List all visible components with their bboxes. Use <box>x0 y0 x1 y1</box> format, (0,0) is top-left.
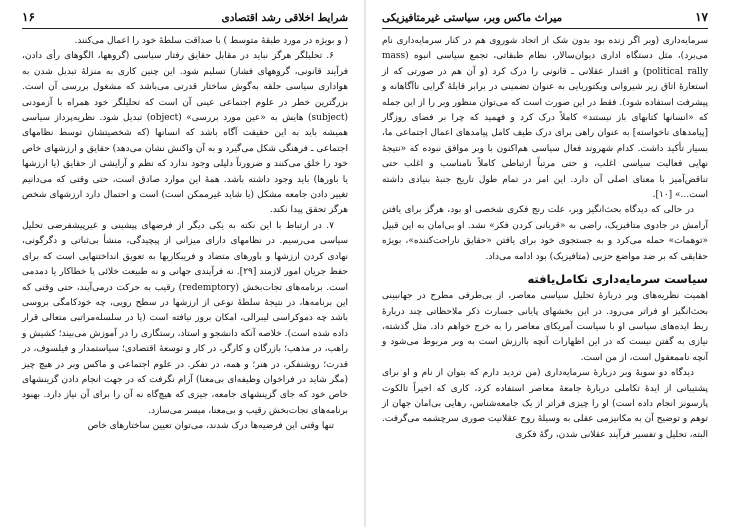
paragraph: ۷. در ارتباط با این نکته به یکی دیگر از فرضهای پیشینی و غیرپیشفرضی تحلیل سیاسی می‌رسیم. در نظامهای دارای میزانی از پیچیدگی، منشأ بی‌ثباتی و دگرگونی، نهادی کردن ارزشها و باورهای متضاد و فریبکاریها به تعویق انداختنهایی است که برای حفظ جریان امور لازمند [۲۹]. نه فرآیندی جهانی و نه طبیعت خلائی یا خطاکار یا دمدمی است. برنامه‌های تجات‌بخش (redemptory) رقیب به حرکت درمی‌آیند، حتی وقتی که این برنامه‌ها، در نتیجهٔ سلطهٔ نوعی از ارزشها در سطح رویی، چه خودکامگی بروسی باشد چه دموکراسی لیبرالی، امکان بروز نیافته است (یا در سلسله‌مراتبی متعالی قرار داده شده است). خلاصه آنکه دانشجو و استاد، رستگاری را در آموزش می‌بیند؛ کشیش و راهب، در مذهب؛ بازرگان و کارگر، در کار و توسعهٔ اقتصادی؛ سیاستمدار و فیلسوف، در قدرت؛ روشنفکر، در هنر؛ و همه، در تفکر. در علوم اجتماعی و ماکس وبر در هیچ چیز (مگر شاید در فراخوان وظیفه‌ای بی‌معنا) آرام نگرفت که در جهت انجام دادن گزینشهای خاص خود که جای گزینشهای جامعه، جیزی که هیچ‌گاه نه آن را برای آن نیاز دارد. بهبود برنامه‌های نجات‌بخش رقیب و بی‌معنا، میسر می‌سازد. <box>22 220 348 416</box>
left-page <box>0 0 362 527</box>
right-page-number: ۱۷ <box>695 10 708 24</box>
left-running-title: شرایط اخلاقی رشد اقتصادی <box>221 12 348 24</box>
paragraph: تنها وقتی این فرضیه‌ها درک شدند، می‌توان تعیین ساختارهای خاص <box>87 421 334 432</box>
paragraph: ( و بویژه در مورد طبقهٔ متوسط ) با صداقت سلطهٔ خود را اعمال می‌کنند. <box>74 36 348 46</box>
right-page-header <box>382 10 708 26</box>
left-page-number: ۱۶ <box>22 10 35 24</box>
right-page-body <box>382 34 708 443</box>
right-running-title: میراث ماکس وبر، سیاستی غیرمتافیزیکی <box>382 12 563 24</box>
paragraph: دیدگاه دو سویهٔ وبر دربارهٔ سرمایه‌داری (من تردید دارم که بتوان از نام و او برای پشتیبانی از ایدهٔ تکاملی دربارهٔ جامعهٔ معاصر استفاده کرد، کاری که اخیراً تالکوت پارسونز انجام داده است) او را چیزی فراتر از یک جامعه‌شناس، رهایی بی‌امان جهان از توهم و توضیح آن به مکانیزمی عقلی به وسیلهٔ روح عقلانیت صوری سرچشمه می‌گرفت. البته، تحلیل و تفسیر فرآیند عقلانی شدن، رگهٔ فکری <box>382 368 708 440</box>
paragraph: سرمایه‌داری (وبر اگر زنده بود بدون شک از اتحاد شوروی هم در کنار سرمایه‌داری نام می‌برد)، مثل دستگاه اداری دیوان‌سالار، نظام طبقاتی، تجمع سیاسی انبوه (mass political rally) و اقتدار عقلانی ـ قانونی را درک کرد (و آن هم در صورتی که از استعارهٔ اتاق زیر شیروانی ویکتوریایی به عنوان تضمینی در برابر قابلهٔ گرایی ناآگاهانه و پیشرفت استفاده شود). فقط در این صورت است که می‌توان منظور وبر را از این جمله که «انسانها کتابهای باز نیستند» کاملاً درک کرد و فهمید که چرا بر فضای روزگار [پیامدهای ناخواسته] به عنوان راهی برای درک طیف کامل پیامدهای اعمال اجتماعی ما، بسیار تأکید داشت. کدام شهروند فعال سیاسی هم‌اکنون با وبر موافق نبوده که «نتیجهٔ نهایی فعالیت سیاسی اغلب، و حتی مرتباً ارتباطی کاملاً نامناسب و اغلب حتی تناقض‌آمیز با معنای اصلی آن دارد. این امر در تمام طول تاریخ جنبهٔ بنیادی داشته است...» [۱۰]. <box>382 36 708 201</box>
left-page-body <box>22 34 348 435</box>
gutter <box>364 0 366 527</box>
paragraph: ۶. تحلیلگر هرگز نباید در مقابل حقایق رفتار سیاسی (گروهها، الگوهای رأی دادن، فرآیند قانونی، گروههای فشار) تسلیم شود. این چنین کاری به منزلهٔ تبدیل شدن به هواداری سیاسی حلقه به‌گوش ساختار قدرتی می‌باشد که مشغول بررسی آن است. بزرگترین خطر در علوم اجتماعی عینی آن است که تحلیلگر خود همراه با آزمودنی (subject) هایش به «عین مورد بررسی» (object) تبدیل شود. نظریه‌پرداز سیاسی همیشه باید به این حقیقت آگاه باشد که انسانها (که شخصیتشان توسط نظامهای اجتماعی ـ فرهنگی شکل می‌گیرد و به آن واکنش نشان می‌دهد) حقایق و ارزشهای خاص خود را خلق می‌کنند و ضرورتاً دلیلی وجود ندارد که نظم و آرایشی از حقایق (یا ارزشها یا باورها) باید وجود داشته باشد. همهٔ این موارد صادق است، حتی وقتی که می‌دانیم تغییر دادن جامعه مشکل (یا شاید غیرممکن است) است و احتمال دارد ارزشهای شخص هرگز تحقق پیدا نکند. <box>22 51 348 216</box>
left-header-rule <box>22 28 348 29</box>
paragraph: اهمیت نظریه‌های وبر دربارهٔ تحلیل سیاسی معاصر، از بی‌طرفی مطرح در جهانبینی بحث‌انگیز او فراتر می‌رود. در این بخشهای پایانی جسارت ذکر ملاحظاتی چند دربارهٔ ربط ایده‌های سیاسی او با سیاست آمریکای معاصر را به خرج خواهم داد. مثل گذشته، نیازی به گفتن نیست که در این اظهارات آنچه باارزش است به وبر مربوط می‌شود و آنچه ناممعقول است، از من است. <box>382 291 708 363</box>
paragraph: در حالی که دیدگاه بحث‌انگیز وبر، علت رنج فکری شخصی او بود، هرگز برای یافتن آرامش در جادوی متافیزیک، راضی به «قربانی کردن فکر» نشد. او بی‌امان به این قبیل «توهمات» حمله می‌کرد و به جستجوی خود برای یافتن «حقایق ناراحت‌کننده»، بویژه حقایقی که بر ضد مواضع حزبی (متافیزیک) بود ادامه می‌داد. <box>382 205 708 262</box>
section-heading: سیاست سرمایه‌داری تکامل‌یافته <box>527 272 708 287</box>
right-header-rule <box>382 28 708 29</box>
left-page-header <box>22 10 348 26</box>
right-page <box>368 0 730 527</box>
